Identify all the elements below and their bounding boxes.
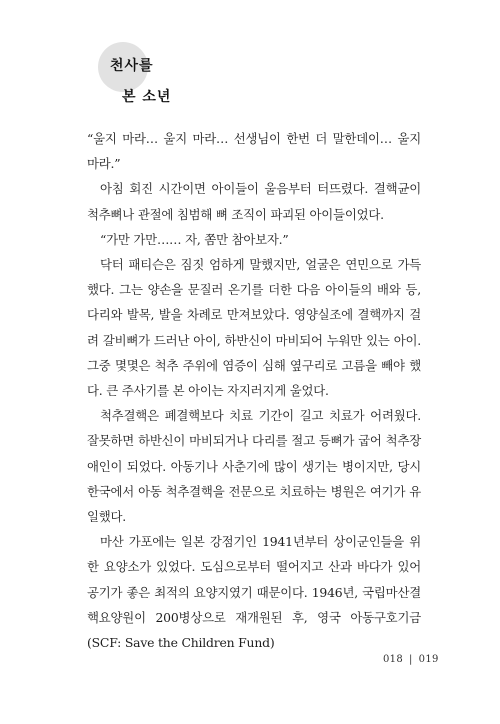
chapter-title-line2: 본 소년 (122, 89, 172, 105)
chapter-title-line1: 천사를 (110, 58, 154, 74)
page-number-separator: | (409, 654, 413, 665)
body-text (87, 126, 421, 655)
paragraph-3: “가만 가만…… 자, 쫌만 참아보자.” (100, 231, 289, 247)
page-number-right: 019 (418, 654, 439, 665)
page-number-left: 018 (383, 654, 403, 665)
page-numbers (383, 654, 439, 665)
paragraph-5: 척추결핵은 폐결핵보다 치료 기간이 길고 치료가 어려웠다. 잘못하면 하반신이 마비되거나 다리를 절고 등뼈가 굽어 척추장애인이 되었다. 아동기나 사춘기에 많이 생기는 병이지만, 당시 한국에서 아동 척추결핵을 전문으로 치료하는 병원은 여기가 유일했다. (87, 408, 421, 525)
paragraph-1: “울지 마라… 울지 마라… 선생님이 한번 더 말한데이… 울지 마라.” (87, 131, 421, 172)
paragraph-4: 닥터 패티슨은 짐짓 엄하게 말했지만, 얼굴은 연민으로 가득했다. 그는 양손을 문질러 온기를 더한 다음 아이들의 배와 등, 다리와 발목, 발을 차례로 만져보았다. 영양실조에 결핵까지 걸려 갈비뼈가 드러난 아이, 하반신이 마비되어 누워만 있는 아이. 그중 몇몇은 척추 주위에 염증이 심해 옆구리로 고름을 빼야 했다. 큰 주사기를 본 아이는 자지러지게 울었다. (87, 257, 421, 399)
paragraph-2: 아침 회진 시간이면 아이들이 울음부터 터뜨렸다. 결핵균이 척추뼈나 관절에 침범해 뼈 조직이 파괴된 아이들이었다. (87, 181, 421, 222)
paragraph-6: 마산 가포에는 일본 강점기인 1941년부터 상이군인들을 위한 요양소가 있었다. 도심으로부터 떨어지고 산과 바다가 있어 공기가 좋은 최적의 요양지였기 때문이다. 1946년, 국립마산결핵요양원이 200병상으로 재개원된 후, 영국 아동구호기금(SCF: Save the Children Fund) (87, 534, 421, 651)
